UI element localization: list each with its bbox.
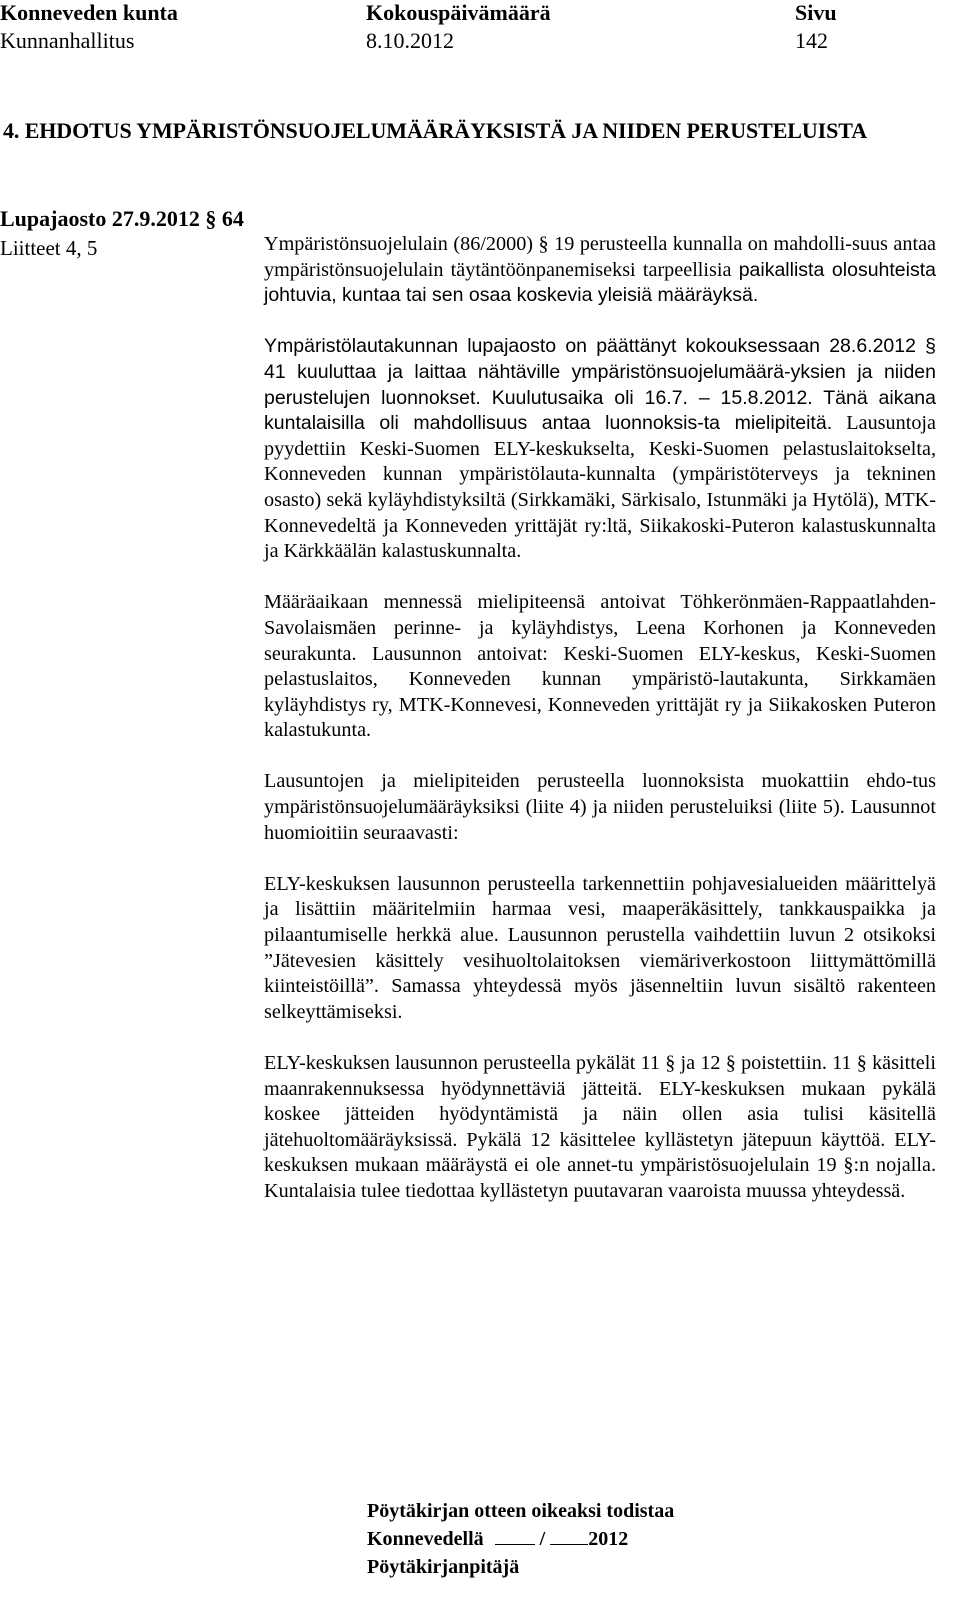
- month-blank: [550, 1526, 588, 1545]
- body-name: Kunnanhallitus: [0, 28, 135, 53]
- paragraph-1: [264, 232, 936, 309]
- paragraph-3: Määräaikaan mennessä mielipiteensä antoivat Töhkerönmäen-Rappaatlahden-Savolaismäen perinne- ja kyläyhdistys, Leena Korhonen ja Konneveden seurakunta. Lausunnon antoivat: Keski-Suomen ELY-keskus, Keski-Suomen pelastuslaitos, Konneveden kunnan ympäristö-lautakunta, Sirkkamäen kyläyhdistys ry, MTK-Konnevesi, Konneveden yrittäjät ry ja Siikakosken Puteron kalastukunta.: [264, 591, 936, 742]
- paragraph-5: ELY-keskuksen lausunnon perusteella tarkennettiin pohjavesialueiden määrittelyä ja lisättiin määritelmiin harmaa vesi, maaperäkäsittely, tankkauspaikka ja pilaantumiselle herkkä alue. Lausunnon perustella vaihdettiin luvun 2 otsikoksi ”Jätevesien käsittely vesihuoltolaitoksen viemäriverkostoon liittymättömillä kiinteistöillä”. Samassa yhteydessä myös jäsenneltiin luvun sisältö rakenteen selkeyttämiseksi.: [264, 872, 936, 1023]
- certification-year: 2012: [588, 1528, 629, 1550]
- paragraph-2: [264, 334, 936, 564]
- page-title: 4. EHDOTUS YMPÄRISTÖNSUOJELUMÄÄRÄYKSISTÄ JA NIIDEN PERUSTELUISTA: [3, 118, 867, 143]
- page-label: Sivu: [795, 0, 837, 25]
- page-number: 142: [795, 28, 828, 53]
- meeting-date: 8.10.2012: [366, 28, 454, 53]
- paragraph-2-part-b: Lausuntoja pyydettiin Keski-Suomen ELY-keskukselta, Keski-Suomen pelastuslaitokselta, Konneveden kunnan ympäristölauta-kunnalta (ympäristöterveys ja tekninen osasto) sekä kyläyhdistyksiltä (Sirkkamäki, Särkisalo, Istunmäki ja Hytölä), MTK-Konnevedeltä ja Konneveden yrittäjät ry:ltä, Siikakoski-Puteron kalastuskunnalta ja Kärkkäälän kalastuskunnalta.: [264, 412, 936, 563]
- paragraph-1-part-b: paikallista olosuhteista johtuvia, kuntaa tai sen osaa koskevia yleisiä määräyksä.: [264, 258, 936, 307]
- paragraph-1-part-a: Ympäristönsuojelulain (86/2000) § 19 perusteella kunnalla on mahdolli-suus antaa ympäristönsuojelulain täytäntöönpanemiseksi tarpeellisia: [264, 233, 936, 281]
- certification-place: Konnevedellä: [367, 1528, 484, 1550]
- certification-place-date: [367, 1525, 628, 1553]
- paragraph-6: ELY-keskuksen lausunnon perusteella pykälät 11 § ja 12 § poistettiin. 11 § käsitteli maanrakennuksessa hyödynnettäviä jätteitä. ELY-keskuksen mukaan pykälä koskee jätteiden hyödyntämistä ja näin ollen asia tulisi käsitellä jätehuoltomääräyksissä. Pykälä 12 käsittelee kyllästetyn jätepuun käyttöä. ELY-keskuksen mukaan määräystä ei ole annet-tu ympäristösuojelulain 19 §:n nojalla. Kuntalaisia tulee tiedottaa kyllästetyn puutavaran vaaroista muussa yhteydessä.: [264, 1052, 936, 1202]
- certification-line: Pöytäkirjan otteen oikeaksi todistaa: [367, 1500, 675, 1522]
- minutes-keeper: Pöytäkirjanpitäjä: [367, 1556, 520, 1578]
- date-separator: /: [539, 1528, 546, 1550]
- document-body: [264, 232, 936, 1230]
- meeting-date-label: Kokouspäivämäärä: [366, 0, 551, 25]
- day-blank: [495, 1526, 535, 1545]
- paragraph-4: Lausuntojen ja mielipiteiden perusteella luonnoksista muokattiin ehdo-tus ympäristönsuojelumääräyksiksi (liite 4) ja niiden perusteluiksi (liite 5). Lausunnot huomioitiin seuraavasti:: [264, 770, 936, 844]
- section-reference: Lupajaosto 27.9.2012 § 64: [0, 206, 244, 231]
- paragraph-2-part-a: Ympäristölautakunnan lupajaosto on päättänyt kokouksessaan 28.6.2012 § 41 kuuluttaa ja laittaa nähtäville ympäristönsuojelumäärä-yksien ja niiden perustelujen luonnokset. Kuulutusaika oli 16.7. – 15.8.2012. Tänä aikana kuntalaisilla oli mahdollisuus antaa luonnoksis-ta mielipiteitä.: [264, 335, 936, 435]
- attachments-label: Liitteet 4, 5: [0, 236, 98, 260]
- municipality-name: Konneveden kunta: [0, 0, 178, 25]
